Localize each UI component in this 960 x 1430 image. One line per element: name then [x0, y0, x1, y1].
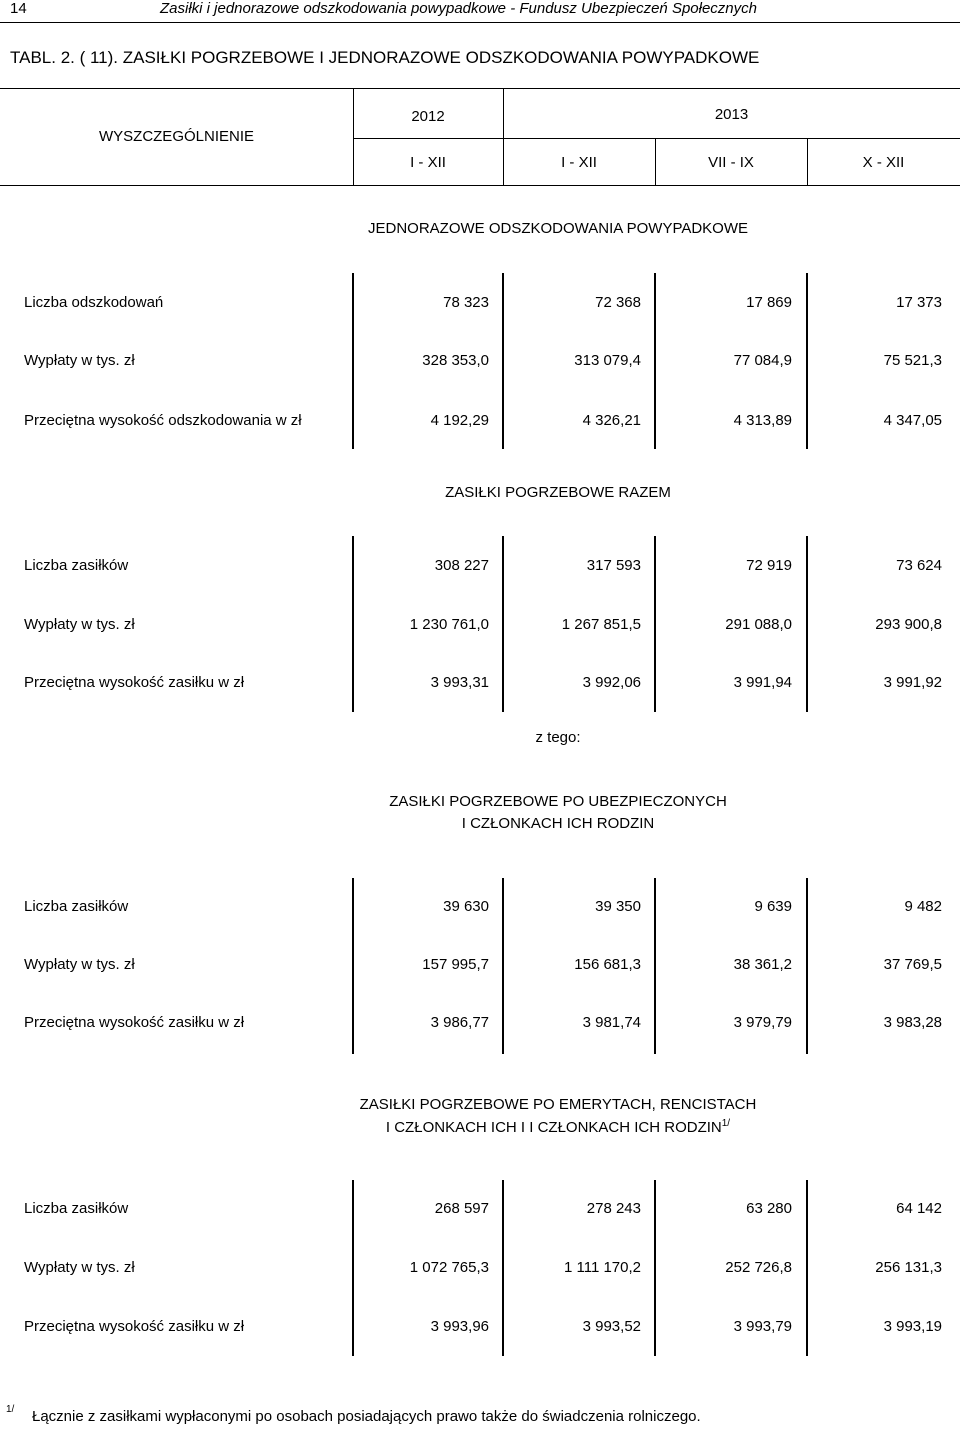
cell-value: 3 993,52 — [582, 1318, 641, 1335]
cell-value: 3 991,94 — [733, 674, 792, 691]
section-title-po-ubezpieczonych-line1: ZASIŁKI POGRZEBOWE PO UBEZPIECZONYCH — [389, 793, 727, 810]
cell-value: 3 986,77 — [430, 1014, 489, 1031]
cell-value: 313 079,4 — [574, 352, 641, 369]
cell-value: 293 900,8 — [875, 616, 942, 633]
cell-value: 3 992,06 — [582, 674, 641, 691]
cell-value: 4 326,21 — [582, 412, 641, 429]
row-label-liczba-zasilkow: Liczba zasiłków — [24, 557, 129, 574]
column-header-wyszczegolnienie: WYSZCZEGÓLNIENIE — [98, 128, 255, 145]
section-title-odszkodowania: JEDNORAZOWE ODSZKODOWANIA POWYPADKOWE — [367, 220, 749, 237]
cell-value: 268 597 — [434, 1200, 489, 1217]
cell-value: 3 993,96 — [430, 1318, 489, 1335]
cell-value: 291 088,0 — [725, 616, 792, 633]
cell-value: 4 192,29 — [430, 412, 489, 429]
page-number: 14 — [10, 0, 27, 17]
cell-value: 3 991,92 — [883, 674, 942, 691]
row-label-wyplaty: Wypłaty w tys. zł — [24, 1259, 135, 1276]
cell-value: 3 983,28 — [883, 1014, 942, 1031]
section-title-po-emerytach-line1: ZASIŁKI POGRZEBOWE PO EMERYTACH, RENCISTACH — [359, 1096, 757, 1113]
cell-value: 77 084,9 — [733, 352, 792, 369]
table-head-mid-rule — [353, 138, 960, 139]
column-header-2013: 2013 — [714, 106, 749, 123]
footnote-marker: 1/ — [6, 1404, 15, 1415]
cell-value: 3 993,31 — [430, 674, 489, 691]
cell-value: 9 639 — [754, 898, 792, 915]
cell-value: 9 482 — [904, 898, 942, 915]
cell-value: 4 347,05 — [883, 412, 942, 429]
section-pre-title-z-tego: z tego: — [535, 729, 581, 746]
table-title: TABL. 2. ( 11). ZASIŁKI POGRZEBOWE I JEDNORAZOWE ODSZKODOWANIA POWYPADKOWE — [10, 48, 760, 67]
period-2013-x-xii: X - XII — [862, 154, 905, 171]
cell-value: 157 995,7 — [422, 956, 489, 973]
column-header-2012: 2012 — [411, 108, 445, 125]
section-title-po-emerytach-line2-wrap — [208, 1118, 908, 1136]
cell-value: 75 521,3 — [883, 352, 942, 369]
section-title-po-emerytach-line2: I CZŁONKACH ICH I I CZŁONKACH ICH RODZIN — [385, 1119, 722, 1136]
table-head-top-rule — [0, 88, 960, 89]
cell-value: 37 769,5 — [883, 956, 942, 973]
cell-value: 39 630 — [443, 898, 489, 915]
cell-value: 78 323 — [443, 294, 489, 311]
period-2012-i-xii: I - XII — [410, 154, 446, 171]
footnote-text: Łącznie z zasiłkami wypłaconymi po osobach posiadających prawo także do świadczenia rolniczego. — [32, 1408, 701, 1425]
section-title-po-ubezpieczonych-line2: I CZŁONKACH ICH RODZIN — [461, 815, 655, 832]
cell-value: 252 726,8 — [725, 1259, 792, 1276]
row-label-przecietna-zasilku: Przeciętna wysokość zasiłku w zł — [24, 674, 245, 691]
cell-value: 4 313,89 — [733, 412, 792, 429]
cell-value: 17 373 — [896, 294, 942, 311]
cell-value: 72 919 — [746, 557, 792, 574]
row-label-wyplaty: Wypłaty w tys. zł — [24, 352, 135, 369]
section-title-zasilki-razem: ZASIŁKI POGRZEBOWE RAZEM — [445, 484, 671, 501]
period-2013-i-xii: I - XII — [561, 154, 597, 171]
cell-value: 278 243 — [586, 1200, 641, 1217]
cell-value: 38 361,2 — [733, 956, 792, 973]
cell-value: 156 681,3 — [574, 956, 641, 973]
header-rule — [0, 22, 960, 23]
cell-value: 17 869 — [746, 294, 792, 311]
cell-value: 3 979,79 — [733, 1014, 792, 1031]
row-label-liczba-odszkodowan: Liczba odszkodowań — [24, 294, 164, 311]
table-head-divider-1 — [353, 88, 354, 186]
cell-value: 317 593 — [586, 557, 641, 574]
row-label-liczba-zasilkow: Liczba zasiłków — [24, 898, 129, 915]
cell-value: 39 350 — [595, 898, 641, 915]
cell-value: 308 227 — [434, 557, 489, 574]
running-title: Zasiłki i jednorazowe odszkodowania powypadkowe - Fundusz Ubezpieczeń Społecznych — [160, 0, 757, 17]
row-label-przecietna-odszkodowania: Przeciętna wysokość odszkodowania w zł — [24, 412, 302, 429]
cell-value: 1 267 851,5 — [561, 616, 641, 633]
cell-value: 1 230 761,0 — [409, 616, 489, 633]
cell-value: 1 111 170,2 — [563, 1259, 641, 1276]
cell-value: 328 353,0 — [422, 352, 489, 369]
row-label-liczba-zasilkow: Liczba zasiłków — [24, 1200, 129, 1217]
row-label-wyplaty: Wypłaty w tys. zł — [24, 956, 135, 973]
row-label-przecietna-zasilku: Przeciętna wysokość zasiłku w zł — [24, 1014, 245, 1031]
cell-value: 3 993,19 — [883, 1318, 942, 1335]
table-head-bottom-rule — [0, 185, 960, 186]
cell-value: 3 993,79 — [733, 1318, 792, 1335]
period-2013-vii-ix: VII - IX — [708, 154, 754, 171]
cell-value: 73 624 — [896, 557, 942, 574]
cell-value: 1 072 765,3 — [409, 1259, 489, 1276]
row-label-wyplaty: Wypłaty w tys. zł — [24, 616, 135, 633]
table-head-divider-2 — [503, 88, 504, 186]
cell-value: 3 981,74 — [582, 1014, 641, 1031]
footnote-marker-sup: 1/ — [721, 1118, 731, 1129]
row-label-przecietna-zasilku: Przeciętna wysokość zasiłku w zł — [24, 1318, 245, 1335]
cell-value: 256 131,3 — [875, 1259, 942, 1276]
cell-value: 72 368 — [595, 294, 641, 311]
cell-value: 64 142 — [896, 1200, 942, 1217]
cell-value: 63 280 — [746, 1200, 792, 1217]
